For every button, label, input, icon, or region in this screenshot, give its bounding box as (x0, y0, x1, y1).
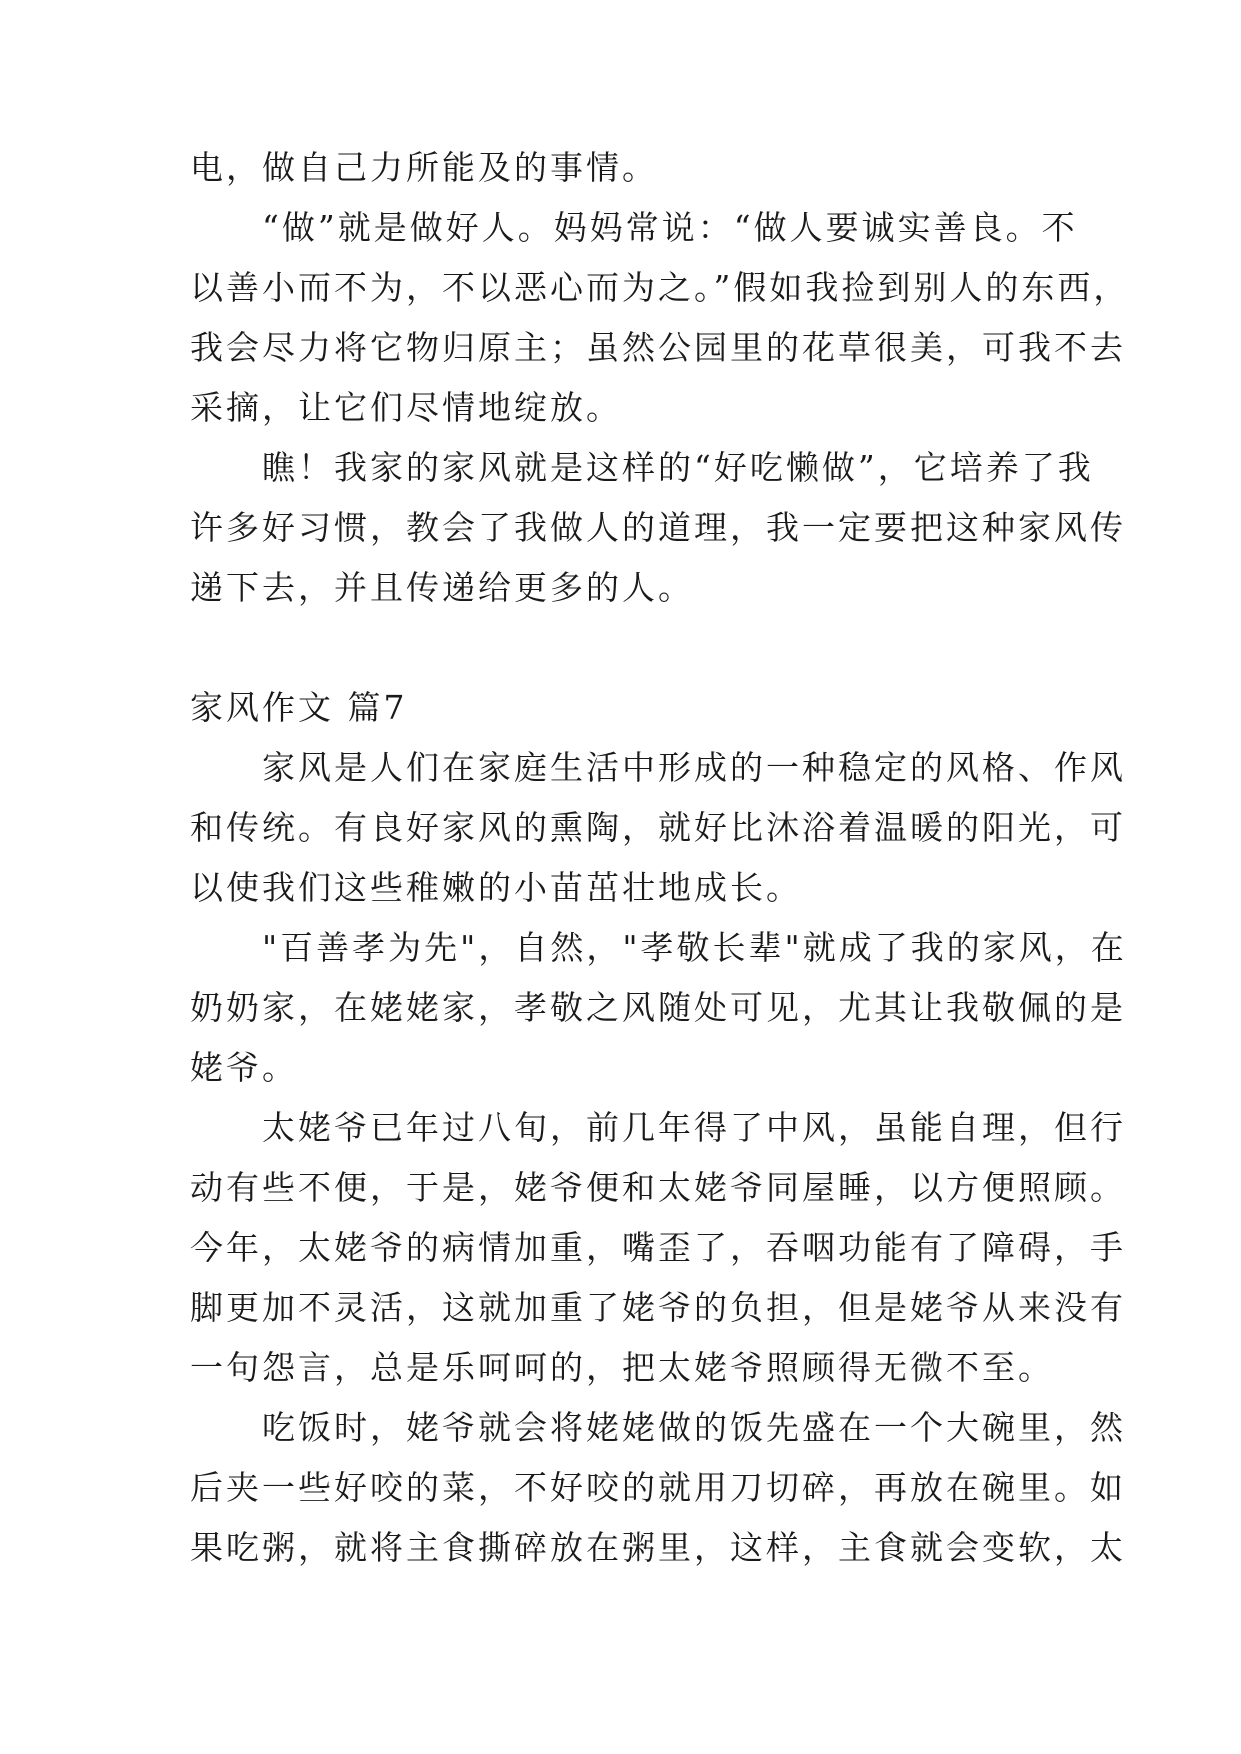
text-line: 家风是人们在家庭生活中形成的一种稳定的风格、作风 (190, 748, 1126, 787)
text-line: 姥爷。 (190, 1048, 298, 1087)
text-line: 吃饭时，姥爷就会将姥姥做的饭先盛在一个大碗里，然 (190, 1408, 1126, 1447)
text-line: 后夹一些好咬的菜，不好咬的就用刀切碎，再放在碗里。如 (190, 1468, 1126, 1507)
text-line: 动有些不便，于是，姥爷便和太姥爷同屋睡，以方便照顾。 (190, 1168, 1126, 1207)
section-heading: 家风作文 篇7 (190, 688, 408, 727)
text-line: 以使我们这些稚嫩的小苗茁壮地成长。 (190, 868, 802, 907)
text-line: 瞧！我家的家风就是这样的“好吃懒做”，它培养了我 (190, 448, 1094, 487)
text-line: 递下去，并且传递给更多的人。 (190, 568, 694, 607)
text-line: 电，做自己力所能及的事情。 (190, 148, 658, 187)
text-line: 太姥爷已年过八旬，前几年得了中风，虽能自理，但行 (190, 1108, 1126, 1147)
text-line: 许多好习惯，教会了我做人的道理，我一定要把这种家风传 (190, 508, 1126, 547)
text-line: 脚更加不灵活，这就加重了姥爷的负担，但是姥爷从来没有 (190, 1288, 1126, 1327)
text-line: 果吃粥，就将主食撕碎放在粥里，这样，主食就会变软，太 (190, 1528, 1126, 1567)
text-line: 以善小而不为，不以恶心而为之。”假如我捡到别人的东西， (190, 268, 1130, 307)
text-line: 我会尽力将它物归原主；虽然公园里的花草很美，可我不去 (190, 328, 1126, 367)
text-line: “做”就是做好人。妈妈常说：“做人要诚实善良。不 (190, 208, 1078, 247)
text-line: 和传统。有良好家风的熏陶，就好比沐浴着温暖的阳光，可 (190, 808, 1126, 847)
text-line: 今年，太姥爷的病情加重，嘴歪了，吞咽功能有了障碍，手 (190, 1228, 1126, 1267)
text-line: 采摘，让它们尽情地绽放。 (190, 388, 622, 427)
text-line: 奶奶家，在姥姥家，孝敬之风随处可见，尤其让我敬佩的是 (190, 988, 1126, 1027)
text-line: "百善孝为先"，自然，"孝敬长辈"就成了我的家风，在 (190, 928, 1127, 967)
text-line: 一句怨言，总是乐呵呵的，把太姥爷照顾得无微不至。 (190, 1348, 1054, 1387)
